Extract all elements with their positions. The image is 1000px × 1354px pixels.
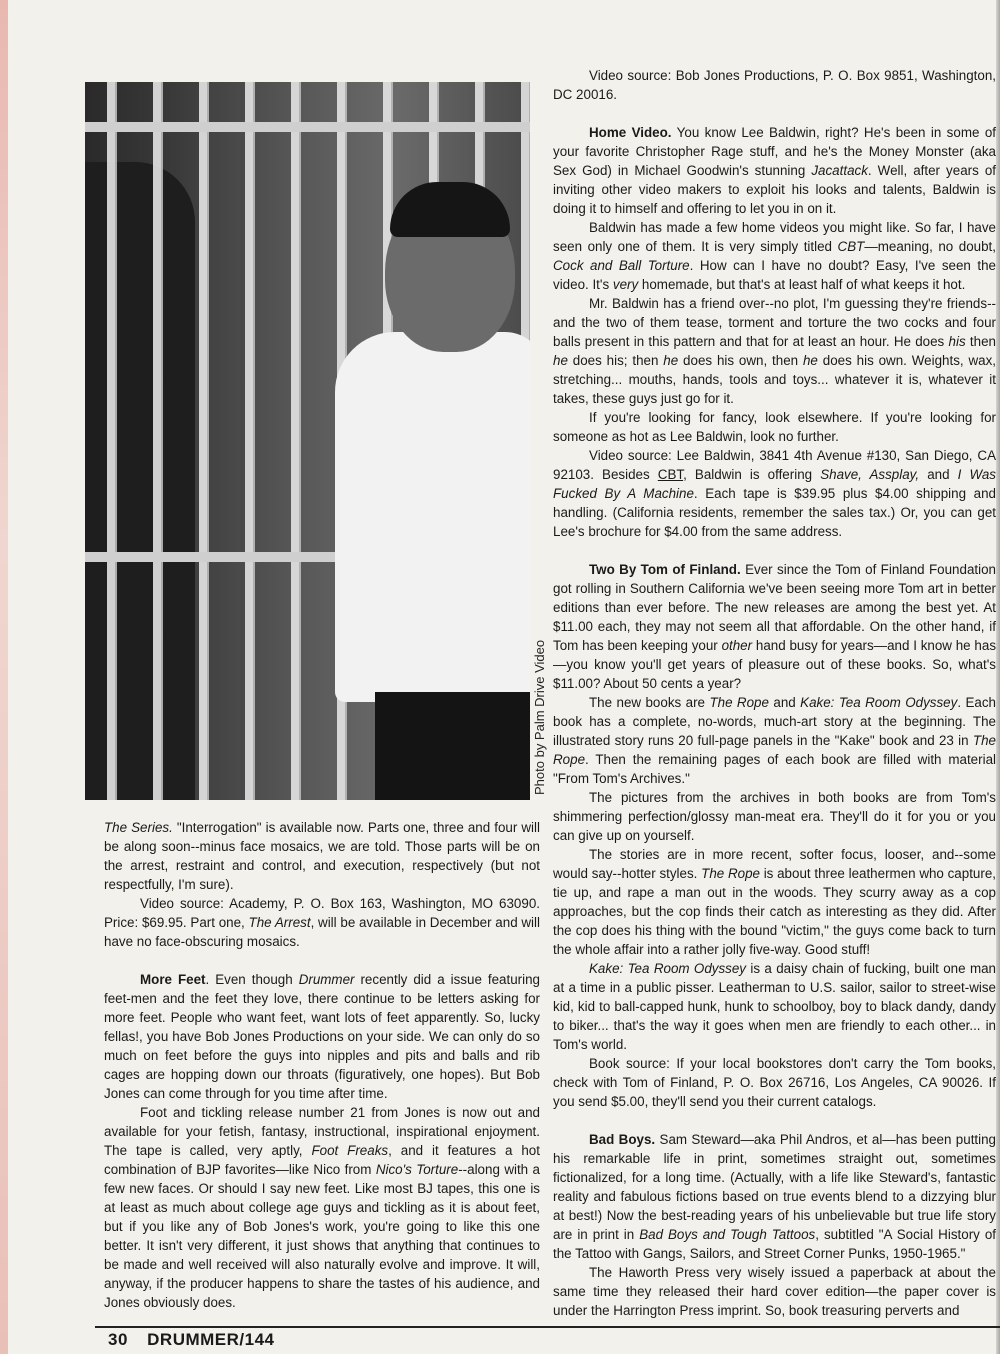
- text-run: homemade, but that's at least half of what keeps it hot.: [638, 277, 966, 292]
- text-run: and: [768, 695, 801, 710]
- text-run: Foot and tickling release number 21 from Jones is now out and available for your fetish, fantasy, instructional, inspirational enjoyment. The tape is called, very aptly,: [104, 1105, 540, 1158]
- photo-credit: Photo by Palm Drive Video: [532, 639, 547, 795]
- page-edge-tint: [0, 0, 8, 1354]
- text-run: recently did a issue featuring feet-men and the feet they love, there continue to be letters asking for more feet. People who want feet, want lots of feet apparently. So, lucky fellas!, you have Bob Jones Productions on your side. We can only do so much on feet before the guys into nipples and pits and balls and rib cages are hopping down our throats (figuratively, one hopes). But Bob Jones can come through for you time after time.: [104, 972, 540, 1101]
- text-run: . Then the remaining pages of each book are filled with material "From Tom's Archives.": [553, 752, 996, 786]
- italic-title: The Rope: [553, 733, 996, 767]
- italic-title: Shave, Assplay,: [820, 467, 920, 482]
- text-run: Video source: Bob Jones Productions, P. O. Box 9851, Washington, DC 20016.: [553, 68, 996, 102]
- italic-title: The Rope: [709, 695, 769, 710]
- paragraph: [553, 1130, 996, 1263]
- text-run: Baldwin has made a few home videos you might like. So far, I have seen only one of them. It is very simply titled: [553, 220, 996, 254]
- jail-bars-photo: [85, 82, 530, 800]
- cell-crossbar: [85, 122, 530, 132]
- text-run: , will be available in December and will have no face-obscuring mosaics.: [104, 915, 540, 949]
- text-run: hand busy for years—and I know he has—you know you'll get years of pleasure out of these books. So, what's $11.00? About 50 cents a year?: [553, 638, 997, 691]
- paragraph: [104, 894, 540, 951]
- italic-title: The Rope: [701, 866, 760, 881]
- text-run: , subtitled "A Social History of the Tattoo with Gangs, Sailors, and Street Corner Punks, 1950-1965.": [553, 1227, 996, 1261]
- italic-title: Drummer: [298, 972, 355, 987]
- paragraph: [553, 959, 996, 1054]
- italic-title: The Series.: [104, 820, 173, 835]
- paragraph: [553, 294, 996, 408]
- text-run: is about three leathermen who capture, tie up, and rape a man out in the woods. They scurry away as a cop approaches, but the cop finds their catch as interesting as they did. After the cop does his thing with the bound "victim," the guys come back to turn the whole affair into a rather jolly five-way. Good stuff!: [553, 866, 996, 957]
- text-run: Ever since the Tom of Finland Foundation got rolling in Southern California we've been seeing more Tom art in better editions than ever before. The new releases are among the best yet. At $11.00 each, they may not seem all that affordable. On the other hand, if Tom has been keeping your: [553, 562, 996, 653]
- paragraph: [553, 218, 996, 294]
- text-run: . Each tape is $39.95 plus $4.00 shipping and handling. (California residents, remember the sales tax.) Or, you can get Lee's brochure for $4.00 from the same address.: [553, 486, 996, 539]
- italic-title: Kake: Tea Room Odyssey: [589, 961, 747, 976]
- text-run: does his own, then: [678, 353, 803, 368]
- magazine-issue: DRUMMER/144: [147, 1330, 275, 1349]
- text-run: . Even though: [205, 972, 299, 987]
- paragraph: [553, 845, 996, 959]
- italic-title: other: [721, 638, 753, 653]
- text-run: does his own. Weights, wax, stretching... mouths, hands, tools and toys... whatever it is, whatever it takes, these guys just go for it.: [553, 353, 996, 406]
- text-run: . Each book has a complete, no-words, much-art story at the beginning. The illustrated story runs 20 full-page panels in the "Kake" book and 23 in: [553, 695, 996, 748]
- italic-title: Kake: Tea Room Odyssey: [800, 695, 958, 710]
- text-run: , Baldwin is offering: [683, 467, 821, 482]
- section-heading: More Feet: [140, 972, 206, 987]
- text-run: You know Lee Baldwin, right? He's been in some of your favorite Christopher Rage stuff, and he's the Money Monster (aka Sex God) in Michael Goodwin's stunning: [553, 125, 996, 178]
- page-footer: [108, 1330, 289, 1350]
- paragraph: [104, 970, 540, 1103]
- text-run: --along with a few new faces. Or should I say new feet. Like most BJ tapes, this one is at least as much about college age guys and tickling as it is about feet, but if you like any of Bob Jones's work, you're going to like this one better. It isn't very different, it just shows that anything that continues to be made and well received will also naturally evolve and improve. It will, anyway, if the producer happens to share the tastes of his audience, and Jones obviously does.: [104, 1162, 540, 1310]
- footer-rule: [95, 1326, 1000, 1328]
- text-run: then: [965, 334, 996, 349]
- text-run: The new books are: [589, 695, 710, 710]
- italic-title: he: [802, 353, 818, 368]
- text-run: is a daisy chain of fucking, built one man at a time in a public pisser. Leatherman to U.S. sailor, sailor to street-wise kid, kid to ball-capped hunk, hunk to schoolboy, boy to black dandy, dandy to biker... that's the way it goes when men are friendly to each other... in Tom's world.: [553, 961, 996, 1052]
- text-run: and: [919, 467, 958, 482]
- page-number: 30: [108, 1330, 128, 1349]
- text-run: does his; then: [567, 353, 664, 368]
- text-run: The Haworth Press very wisely issued a paperback at about the same time they released their hard cover edition—the paper cover is under the Harrington Press imprint. So, book treasuring perverts and: [553, 1265, 996, 1318]
- text-run: The pictures from the archives in both books are from Tom's shimmering perfection/glossy man-meat era. They'll do it for you or you can give up on yourself.: [553, 790, 996, 843]
- text-run: . Well, after years of inviting other video makers to exploit his looks and talents, Baldwin is doing it to himself and offering to let you in on it.: [553, 163, 996, 216]
- italic-title: he: [663, 353, 679, 368]
- text-run: Video source: Academy, P. O. Box 163, Washington, MO 63090. Price: $69.95. Part one,: [104, 896, 540, 930]
- paragraph: [553, 1263, 996, 1320]
- italic-title: CBT: [837, 239, 865, 254]
- italic-title: Jacattack: [811, 163, 868, 178]
- italic-title: Foot Freaks: [311, 1143, 389, 1158]
- italic-title: Cock and Ball Torture: [553, 258, 690, 273]
- paragraph: [553, 693, 996, 788]
- italic-title: very: [612, 277, 639, 292]
- paragraph: [553, 123, 996, 218]
- text-run: , and it features a hot combination of BJP favorites—like Nico from: [104, 1143, 540, 1177]
- section-heading: Home Video.: [589, 125, 672, 140]
- italic-title: his: [948, 334, 966, 349]
- text-run: Video source: Lee Baldwin, 3841 4th Avenue #130, San Diego, CA 92103. Besides: [553, 448, 996, 482]
- paragraph: [553, 560, 996, 693]
- guard-figure: [335, 332, 530, 702]
- text-run: —meaning, no doubt,: [864, 239, 996, 254]
- page-edge-shadow: [996, 0, 1000, 1354]
- left-column-article: [104, 818, 540, 1312]
- text-run: The stories are in more recent, softer focus, looser, and--some would say--hotter styles.: [553, 847, 996, 881]
- guard-pants: [375, 692, 530, 800]
- text-run: If you're looking for fancy, look elsewhere. If you're looking for someone as hot as Lee Baldwin, look no further.: [553, 410, 996, 444]
- italic-title: Nico's Torture: [375, 1162, 459, 1177]
- paragraph: [553, 788, 996, 845]
- italic-title: I Was Fucked By A Machine: [553, 467, 996, 501]
- italic-title: he: [553, 353, 568, 368]
- text-run: Mr. Baldwin has a friend over--no plot, I'm guessing they're friends--and the two of them tease, torment and torture the two cocks and four balls present in this pattern and that for at least an hour. He does: [553, 296, 996, 349]
- section-heading: Bad Boys.: [589, 1132, 656, 1147]
- paragraph: [553, 1054, 996, 1111]
- paragraph: [553, 408, 996, 446]
- text-run: Book source: If your local bookstores don't carry the Tom books, check with Tom of Finland, P. O. Box 26716, Los Angeles, CA 90026. If you send $5.00, they'll send you their current catalogs.: [553, 1056, 996, 1109]
- text-run: "Interrogation" is available now. Parts one, three and four will be along soon--minus face mosaics, we are told. Those parts will be on the arrest, restraint and control, and execution, respectively (but not respectfully, I'm sure).: [104, 820, 540, 892]
- paragraph: [104, 1103, 540, 1312]
- paragraph: [553, 446, 996, 541]
- italic-title: The Arrest: [248, 915, 311, 930]
- text-run: . How can I have no doubt? Easy, I've seen the video. It's: [553, 258, 996, 292]
- text-run: Sam Steward—aka Phil Andros, et al—has been putting his remarkable life in print, sometimes straight out, sometimes fictionalized, for a long time. (Actually, with a life like Steward's, fantastic reality and fabulous fictions based on true events blend to a dizzying blur at best!) Now the best-reading years of his unbelievable but true life story are in print in: [553, 1132, 997, 1242]
- paragraph: [104, 818, 540, 894]
- italic-title: Bad Boys and Tough Tattoos: [639, 1227, 816, 1242]
- section-heading: Two By Tom of Finland.: [589, 562, 741, 577]
- right-column-article: [553, 66, 996, 1320]
- text-run: CBT: [657, 467, 684, 482]
- paragraph: [553, 66, 996, 104]
